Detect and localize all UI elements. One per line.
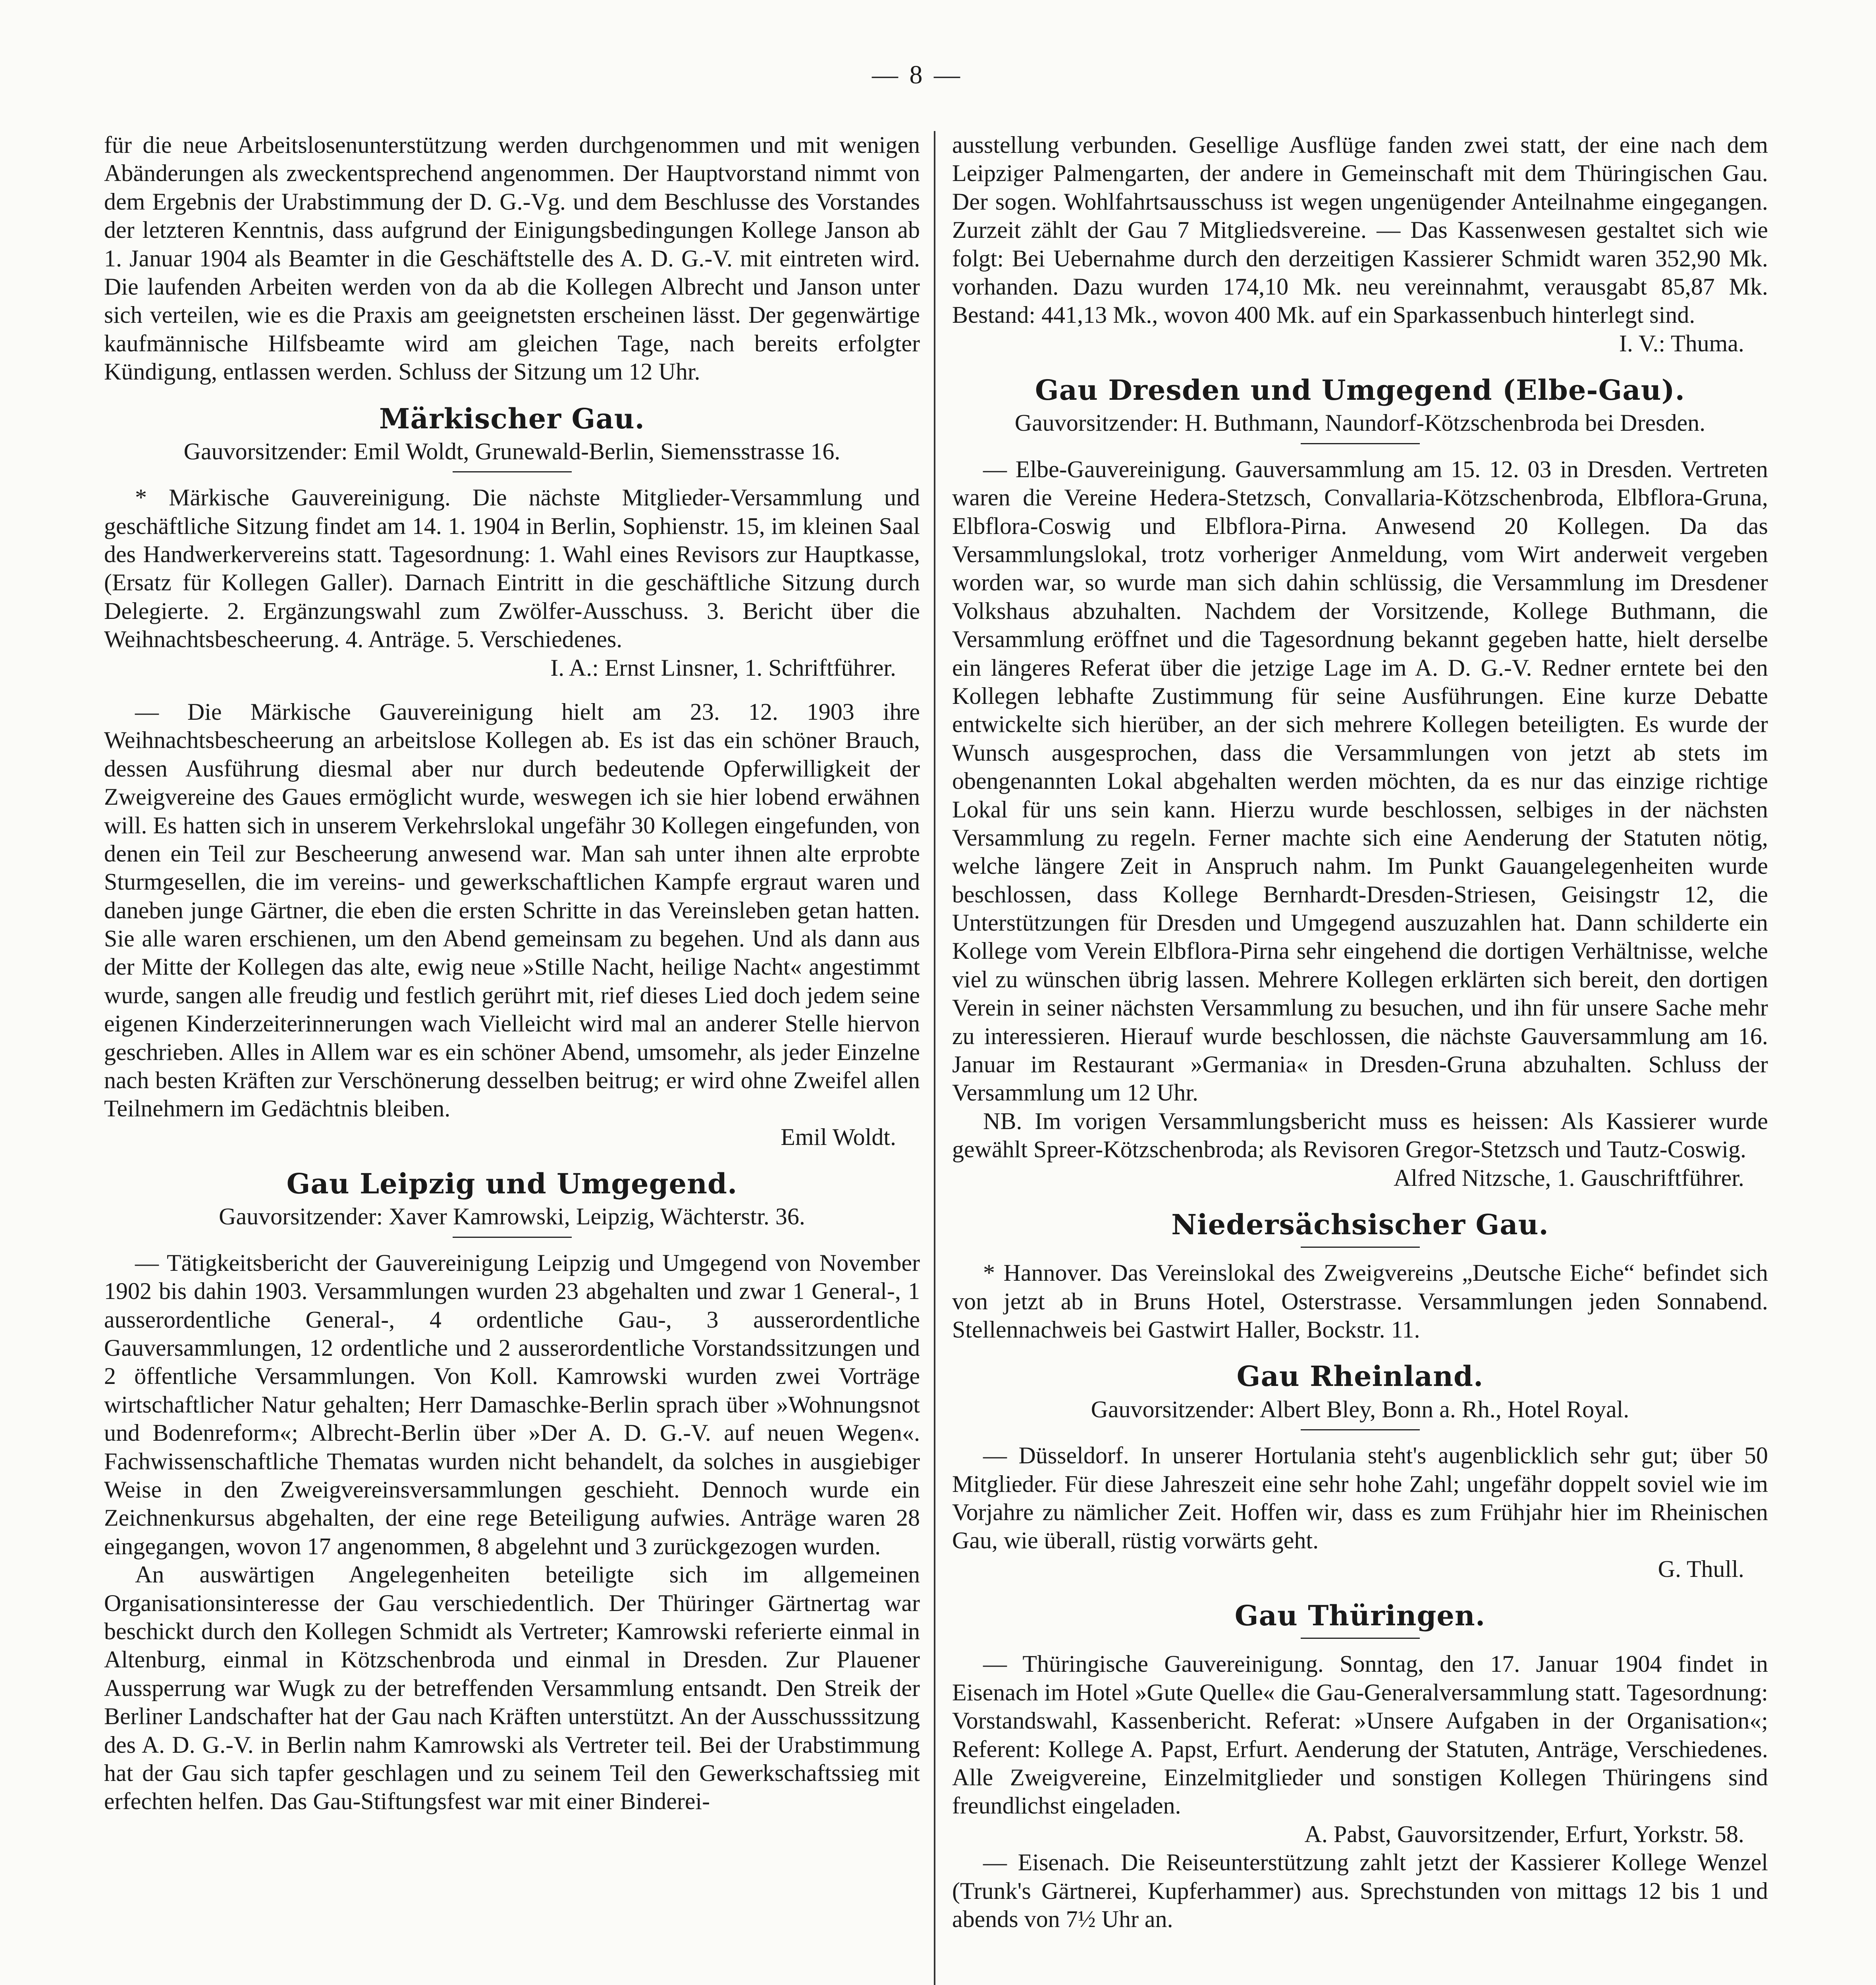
paragraph-elbe-gauvereinigung: — Elbe-Gauvereinigung. Gauversammlung am 15. 12. 03 in Dresden. Vertreten waren die Vereine Hedera-Stetzsch, Convallaria-Kötzschenbroda, Elbflora-Gruna, Elbflora-Coswig und Elbflora-Pirna. Anwesend 20 Kollegen. Da das Versammlungslokal, trotz vorheriger Anmeldung, vom Wirt anderweit vergeben worden war, so wurde man sich dahin schlüssig, die Versammlung im Dresdener Volkshaus abzuhalten. Nachdem der Vorsitzende, Kollege Buthmann, die Versammlung eröffnet und die Tagesordnung bekannt gegeben hatte, hielt derselbe ein längeres Referat über die jetzige Lage im A. D. G.-V. Redner erntete bei den Kollegen lebhafte Zustimmung für seine Ausführungen. Eine kurze Debatte entwickelte sich hierüber, an der sich mehrere Kollegen beteiligten. Es wurde der Wunsch ausgesprochen, dass die Versammlungen von jetzt ab stets im obengenannten Lokal abgehalten werden möchten, da es nur das einzige richtige Lokal für uns sein kann. Hierzu wurde beschlossen, selbiges in der nächsten Versammlung zu regeln. Ferner machte sich eine Aenderung der Statuten nötig, welche längere Zeit in Anspruch nahm. Im Punkt Gauangelegenheiten wurde beschlossen, dass Kollege Bernhardt-Dresden-Striesen, Geisingstr 12, die Unterstützungen für Dresden und Umgegend auszuzahlen hat. Dann schilderte ein Kollege vom Verein Elbflora-Pirna sehr eingehend die dortigen Verhältnisse, welche viel zu wünschen übrig lassen. Mehrere Kollegen erklärten sich bereit, den dortigen Verein in seiner nächsten Versammlung zu besuchen, und ihn für unsere Sache mehr zu interessieren. Hierauf wurde beschlossen, die nächste Gauversammlung am 16. Januar im Restaurant »Germania« in Dresden-Gruna abzuhalten. Schluss der Versammlung um 12 Uhr. [952, 456, 1768, 1106]
heading-maerkischer-gau: Märkischer Gau. [379, 402, 645, 435]
heading-gau-leipzig: Gau Leipzig und Umgegend. [286, 1167, 738, 1201]
left-column [104, 131, 920, 1985]
paragraph-duesseldorf: — Düsseldorf. In unserer Hortulania steht's augenblicklich sehr gut; über 50 Mitglieder. Für diese Jahreszeit eine sehr hohe Zahl; ungefähr doppelt soviel wie im Vorjahre zu nämlicher Zeit. Hoffen wir, dass es zum Frühjahr hier im Rheinischen Gau, wie überall, rüstig vorwärts geht. [952, 1442, 1768, 1554]
leipzig-gauvorsitzender: Gauvorsitzender: Xaver Kamrowski, Leipzig, Wächterstr. 36. [219, 1203, 805, 1230]
signature-nitzsche: Alfred Nitzsche, 1. Gauschriftführer. [1393, 1164, 1744, 1191]
paragraph-auswaertige-angelegenheiten: An auswärtigen Angelegenheiten beteiligte sich im allgemeinen Organisationsinteresse der Gau verschiedentlich. Der Thüringer Gärtnertag war beschickt durch den Kollegen Schmidt als Vertreter; Kamrowski referierte einmal in Altenburg, einmal in Kötzschenbroda und einmal in Dresden. Zur Plauener Aussperrung war Wugk zu der betreffenden Versammlung entsandt. Den Streik der Berliner Landschafter hat der Gau nach Kräften unterstützt. An der Ausschusssitzung des A. D. G.-V. in Berlin nahm Kamrowski als Vertreter teil. Bei der Urabstimmung hat der Gau sich tapfer geschlagen und zu seinem Teil den Gewerkschaftssieg mit erfechten helfen. Das Gau-Stiftungsfest war mit einer Binderei- [104, 1561, 920, 1815]
heading-niedersaechsischer-gau: Niedersächsischer Gau. [1171, 1208, 1549, 1241]
section-rule [1301, 1429, 1420, 1430]
section-rule [453, 1237, 572, 1238]
signature-pabst: A. Pabst, Gauvorsitzender, Erfurt, Yorkstr. 58. [1304, 1821, 1744, 1847]
paragraph-nb: NB. Im vorigen Versammlungsbericht muss es heissen: Als Kassierer wurde gewählt Spreer-Kötzschenbroda; als Revisoren Gregor-Stetzsch und Tautz-Coswig. [952, 1108, 1768, 1163]
paragraph-hauptvorstand: für die neue Arbeitslosenunterstützung werden durchgenommen und mit wenigen Abänderungen als zweckentsprechend angenommen. Der Hauptvorstand nimmt von dem Ergebnis der Urabstimmung der D. G.-Vg. und dem Beschlusse des Vorstandes der letzteren Kenntnis, dass aufgrund der Einigungsbedingungen Kollege Janson ab 1. Januar 1904 als Beamter in die Geschäftstelle des A. D. G.-V. mit eintreten wird. Die laufenden Arbeiten werden von da ab die Kollegen Albrecht und Janson unter sich verteilen, wie es die Praxis am geeignetsten erscheinen lässt. Der gegenwärtige kaufmännische Hilfsbeamte wird am gleichen Tage, nach bereits erfolgter Kündigung, entlassen werden. Schluss der Sitzung um 12 Uhr. [104, 132, 920, 385]
section-rule [1301, 443, 1420, 444]
column-divider [934, 131, 935, 1985]
maerkischer-gauvorsitzender: Gauvorsitzender: Emil Woldt, Grunewald-Berlin, Siemensstrasse 16. [183, 438, 841, 464]
signature-linsner: I. A.: Ernst Linsner, 1. Schriftführer. [550, 654, 896, 681]
rheinland-gauvorsitzender: Gauvorsitzender: Albert Bley, Bonn a. Rh., Hotel Royal. [1091, 1396, 1629, 1422]
heading-gau-rheinland: Gau Rheinland. [1236, 1360, 1484, 1393]
section-rule [1301, 1247, 1420, 1248]
page-number: — 8 — [872, 60, 962, 89]
paragraph-weihnachtsbescheerung: — Die Märkische Gauvereinigung hielt am 23. 12. 1903 ihre Weihnachtsbescheerung an arbeitslose Kollegen ab. Es ist das ein schöner Brauch, dessen Ausführung diesmal aber nur durch bedeutende Opferwilligkeit der Zweigvereine des Gaues ermöglicht wurde, weswegen ich sie hier lobend erwähnen will. Es hatten sich in unserem Verkehrslokal ungefähr 30 Kollegen eingefunden, von denen ein Teil zur Bescheerung anwesend war. Man sah unter ihnen alte erprobte Sturmgesellen, die im vereins- und gewerkschaftlichen Kampfe ergraut waren und daneben junge Gärtner, die eben die ersten Schritte in das Vereinsleben getan hatten. Sie alle waren erschienen, um den Abend gemeinsam zu begehen. Und als dann aus der Mitte der Kollegen das alte, ewig neue »Stille Nacht, heilige Nacht« angestimmt wurde, sangen alle freudig und festlich gerührt mit, rief dieses Lied doch jedem seine eigenen Kinderzeiterinnerungen wach Vielleicht wird mal an anderer Stelle hiervon geschrieben. Alles in Allem war es ein schöner Abend, umsomehr, als jeder Einzelne nach besten Kräften zur Verschönerung desselben beitrug; er wird ohne Zweifel allen Teilnehmern im Gedächtnis bleiben. [104, 698, 920, 1122]
heading-gau-dresden: Gau Dresden und Umgegend (Elbe-Gau). [1035, 374, 1685, 407]
signature-woldt: Emil Woldt. [781, 1124, 896, 1150]
paragraph-taetigkeitsbericht: — Tätigkeitsbericht der Gauvereinigung Leipzig und Umgegend von November 1902 bis dahin 1903. Versammlungen wurden 23 abgehalten und zwar 1 General-, 1 ausserordentliche General-, 4 ordentliche Gau-, 3 ausserordentliche Gauversammlungen, 12 ordentliche und 2 ausserordentliche Vorstandssitzungen und 2 öffentliche Versammlungen. Von Koll. Kamrowski wurden zwei Vorträge wirtschaftlicher Natur gehalten; Herr Damaschke-Berlin sprach über »Wohnungsnot und Bodenreform«; Albrecht-Berlin über »Der A. D. G.-V. auf neuen Wegen«. Fachwissenschaftliche Thematas wurden nicht behandelt, da solches in ausgiebiger Weise in den Zweigvereinsversammlungen geschieht. Dennoch wurde ein Zeichnenkursus abgehalten, der eine rege Beteiligung aufwies. Anträge waren 28 eingegangen, wovon 17 angenommen, 8 abgelehnt und 3 zurückgezogen wurden. [104, 1249, 920, 1559]
right-column [952, 131, 1768, 1985]
paragraph-maerkische-versammlung: * Märkische Gauvereinigung. Die nächste Mitglieder-Versammlung und geschäftliche Sitzung findet am 14. 1. 1904 in Berlin, Sophienstr. 15, im kleinen Saal des Handwerkervereins statt. Tagesordnung: 1. Wahl eines Revisors zur Hauptkasse, (Ersatz für Kollegen Galler). Darnach Eintritt in die geschäftliche Sitzung durch Delegierte. 2. Ergänzungswahl zum Zwölfer-Ausschuss. 3. Bericht über die Weihnachtsbescheerung. 4. Anträge. 5. Verschiedenes. [104, 484, 920, 653]
section-rule [453, 471, 572, 472]
signature-thull: G. Thull. [1658, 1555, 1744, 1582]
signature-thuma: I. V.: Thuma. [1619, 330, 1744, 357]
heading-gau-thueringen: Gau Thüringen. [1234, 1599, 1486, 1632]
paragraph-eisenach: — Eisenach. Die Reiseunterstützung zahlt jetzt der Kassierer Kollege Wenzel (Trunk's Gärtnerei, Kupferhammer) aus. Sprechstunden von mittags 12 bis 1 und abends von 7½ Uhr an. [952, 1849, 1768, 1932]
dresden-gauvorsitzender: Gauvorsitzender: H. Buthmann, Naundorf-Kötzschenbroda bei Dresden. [1014, 410, 1706, 436]
paragraph-ausstellung: ausstellung verbunden. Gesellige Ausflüge fanden zwei statt, der eine nach dem Leipziger Palmengarten, der andere in Gemeinschaft mit dem Thüringischen Gau. Der sogen. Wohlfahrtsausschuss ist wegen ungenügender Anteilnahme eingegangen. Zurzeit zählt der Gau 7 Mitgliedsvereine. — Das Kassenwesen gestaltet sich wie folgt: Bei Uebernahme durch den derzeitigen Kassierer Schmidt waren 352,90 Mk. vorhanden. Dazu wurden 174,10 Mk. neu vereinnahmt, verausgabt 85,87 Mk. Bestand: 441,13 Mk., wovon 400 Mk. auf ein Sparkassenbuch hinterlegt sind. [952, 132, 1768, 328]
paragraph-thueringische-gauvereinigung: — Thüringische Gauvereinigung. Sonntag, den 17. Januar 1904 findet in Eisenach im Hotel »Gute Quelle« die Gau-Generalversammlung statt. Tagesordnung: Vorstandswahl, Kassenbericht. Referat: »Unsere Aufgaben in der Organisation«; Referent: Kollege A. Papst, Erfurt. Aenderung der Statuten, Anträge, Verschiedenes. Alle Zweigvereine, Einzelmitglieder und sonstigen Kollegen Thüringens sind freundlichst eingeladen. [952, 1651, 1768, 1819]
paragraph-hannover: * Hannover. Das Vereinslokal des Zweigvereins „Deutsche Eiche“ befindet sich von jetzt ab in Bruns Hotel, Osterstrasse. Versammlungen jeden Sonnabend. Stellennachweis bei Gastwirt Haller, Bockstr. 11. [952, 1260, 1768, 1343]
section-rule [1301, 1638, 1420, 1639]
